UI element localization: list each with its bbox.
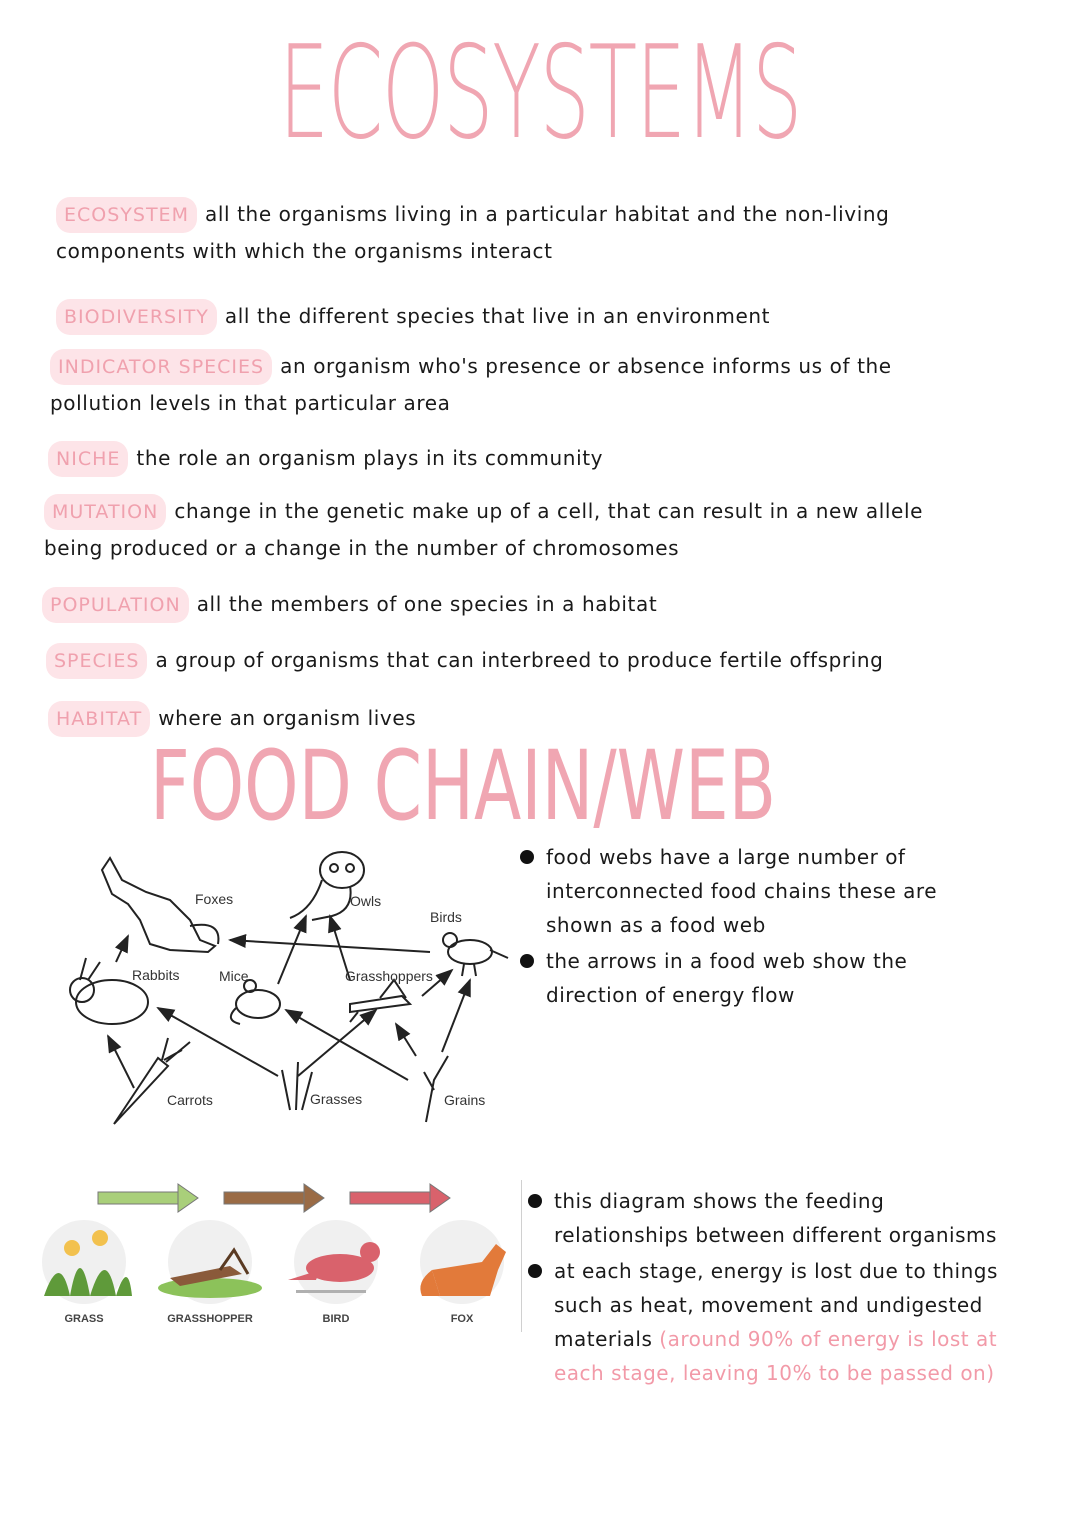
definition-mutation — [44, 493, 984, 566]
label-foxes: Foxes — [195, 891, 234, 907]
definition-text: an organism who's presence or absence informs us of the pollution levels in that particular area — [50, 354, 892, 415]
definition-indicator-species — [50, 348, 950, 421]
definition-text: all the different species that live in an environment — [224, 304, 771, 328]
label-bird: BIRD — [322, 1313, 350, 1325]
bird-icon — [443, 933, 508, 976]
chain-arrow-3 — [350, 1184, 450, 1212]
food-web-notes — [520, 840, 940, 1014]
label-mice: Mice — [219, 968, 249, 984]
label-birds: Birds — [430, 909, 462, 925]
term-population: POPULATION — [42, 587, 189, 623]
definition-text: all the organisms living in a particular habitat and the non-living components with which the organisms interact — [56, 202, 890, 263]
chain-arrow-2 — [224, 1184, 324, 1212]
divider — [521, 1180, 522, 1332]
label-rabbits: Rabbits — [132, 967, 180, 983]
definition-population — [42, 586, 1022, 623]
note-energy-percentage: (around 90% of energy is lost at each stage, leaving 10% to be passed on) — [554, 1327, 998, 1385]
grasshopper-icon — [350, 980, 410, 1022]
carrot-icon — [114, 1038, 190, 1124]
term-ecosystem: ECOSYSTEM — [56, 197, 197, 233]
food-chain-notes — [528, 1184, 998, 1392]
label-fox: FOX — [450, 1313, 474, 1325]
label-grasshopper: GRASSHOPPER — [167, 1313, 253, 1325]
owl-icon — [290, 852, 364, 920]
page-title: ECOSYSTEMS — [278, 19, 802, 168]
term-mutation: MUTATION — [44, 494, 166, 530]
note-feeding-relationships: this diagram shows the feeding relationships between different organisms — [528, 1184, 998, 1252]
food-chain-diagram — [20, 1170, 510, 1340]
mouse-icon — [231, 980, 280, 1024]
definition-text: the role an organism plays in its community — [136, 446, 604, 470]
term-species: SPECIES — [46, 643, 147, 679]
label-grasshoppers: Grasshoppers — [345, 968, 433, 984]
note-energy-loss — [528, 1254, 998, 1390]
note-energy-loss-main: at each stage, energy is lost due to things such as heat, movement and undigested materials — [554, 1259, 998, 1351]
term-niche: NICHE — [48, 441, 128, 477]
definition-niche — [48, 440, 948, 477]
note-food-web: food webs have a large number of interconnected food chains these are shown as a food web — [520, 840, 940, 942]
definition-text: a group of organisms that can interbreed to produce fertile offspring — [155, 648, 884, 672]
definition-ecosystem — [56, 196, 916, 269]
food-web-diagram — [50, 840, 510, 1140]
definition-biodiversity — [56, 298, 956, 335]
grain-icon — [424, 1056, 448, 1122]
label-grasses: Grasses — [310, 1091, 363, 1107]
term-indicator-species: INDICATOR SPECIES — [50, 349, 272, 385]
section-title: FOOD CHAIN/WEB — [150, 730, 777, 842]
term-biodiversity: BIODIVERSITY — [56, 299, 217, 335]
definition-text: where an organism lives — [158, 706, 417, 730]
note-arrows: the arrows in a food web show the direction of energy flow — [520, 944, 940, 1012]
chain-arrow-1 — [98, 1184, 198, 1212]
label-grass: GRASS — [64, 1313, 104, 1325]
label-owls: Owls — [350, 893, 382, 909]
definition-species — [46, 642, 1046, 679]
term-habitat: HABITAT — [48, 701, 150, 737]
definition-text: all the members of one species in a habitat — [196, 592, 658, 616]
label-carrots: Carrots — [167, 1092, 213, 1108]
definition-text: change in the genetic make up of a cell, that can result in a new allele being produced or a change in the number of chromosomes — [44, 499, 924, 560]
label-grains: Grains — [444, 1092, 486, 1108]
